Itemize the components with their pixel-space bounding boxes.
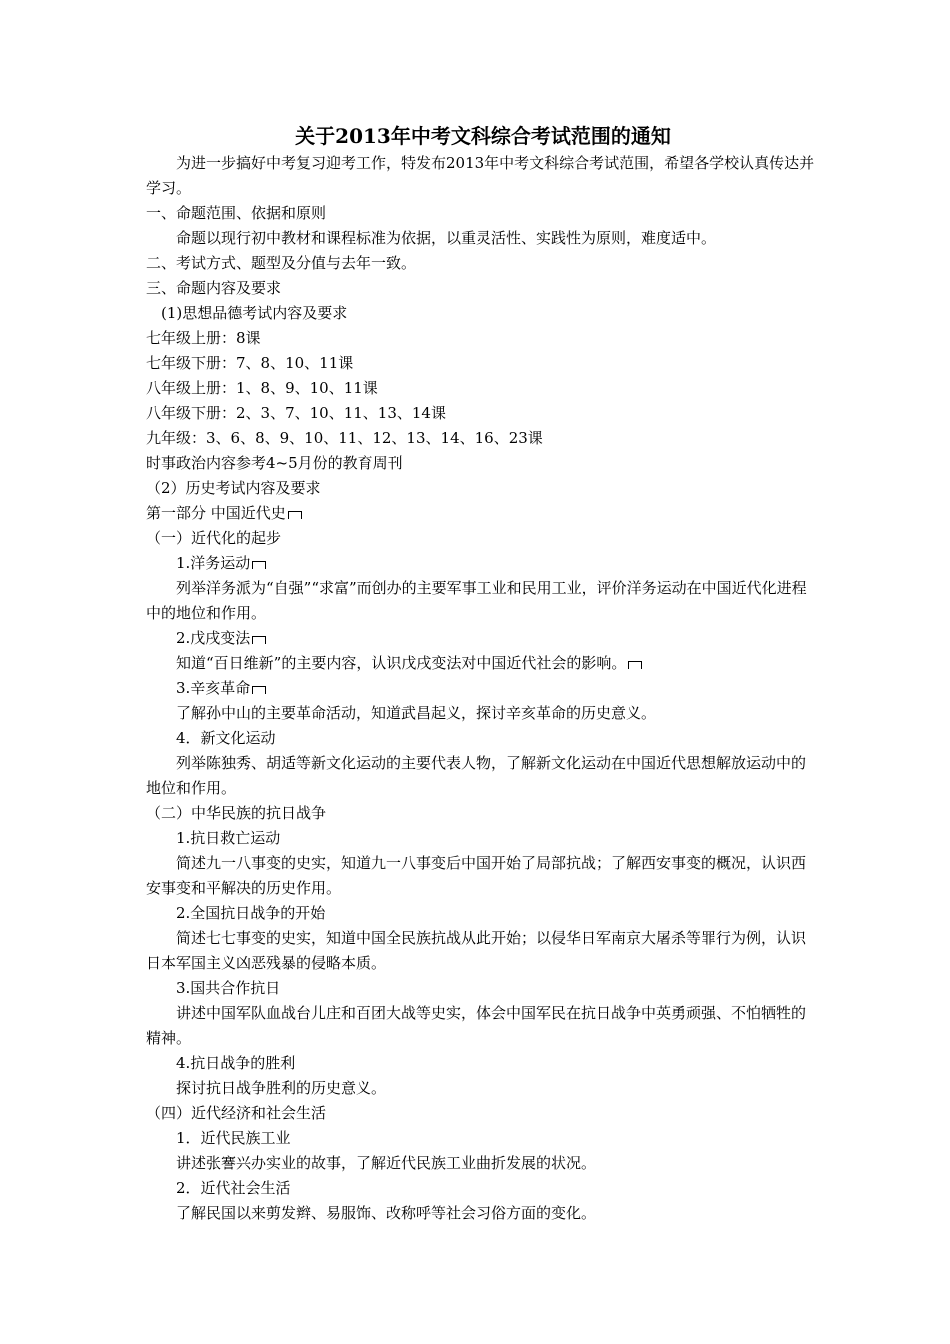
paragraph [146,851,820,901]
paragraph-text: 七年级上册：8课 [146,329,261,347]
paragraph-text: 第一部分 中国近代史 [146,504,286,522]
paragraph [146,901,820,926]
paragraph-text: (1)思想品德考试内容及要求 [161,304,348,322]
paragraph [146,1076,820,1101]
paragraph [146,826,820,851]
paragraph [146,551,820,576]
paragraph [146,1176,820,1201]
paragraph [146,651,820,676]
paragraph [146,151,820,201]
paragraph [146,626,820,651]
line-break-mark-icon [288,511,302,519]
paragraph [146,401,820,426]
paragraph-text: 为进一步搞好中考复习迎考工作，特发布2013年中考文科综合考试范围，希望各学校认真传达并学习。 [146,154,815,197]
paragraph [146,576,820,626]
paragraph-text: 九年级：3、6、8、9、10、11、12、13、14、16、23课 [146,429,543,447]
paragraph [146,726,820,751]
paragraph-text: 2.全国抗日战争的开始 [176,904,326,922]
paragraph [146,351,820,376]
line-break-mark-icon [252,561,266,569]
paragraph [146,301,820,326]
paragraph [146,326,820,351]
paragraph [146,801,820,826]
paragraph [146,751,820,801]
paragraph-text: 2.戊戌变法 [176,629,251,647]
paragraph-text: 三、命题内容及要求 [146,279,282,297]
paragraph-text: 讲述张謇兴办实业的故事，了解近代民族工业曲折发展的状况。 [176,1154,597,1172]
paragraph-text: （2）历史考试内容及要求 [146,479,321,497]
paragraph [146,201,820,226]
paragraph [146,476,820,501]
document-title: 关于2013年中考文科综合考试范围的通知 [295,124,671,148]
paragraph [146,701,820,726]
line-break-mark-icon [252,686,266,694]
paragraph-text: 时事政治内容参考4~5月份的教育周刊 [146,454,403,472]
paragraph [146,451,820,476]
paragraph-text: 2．近代社会生活 [176,1179,291,1197]
paragraph [146,226,820,251]
paragraph [146,976,820,1001]
paragraph [146,376,820,401]
paragraph [146,426,820,451]
paragraph-text: 简述九一八事变的史实，知道九一八事变后中国开始了局部抗战；了解西安事变的概况，认识西安事变和平解决的历史作用。 [146,854,807,897]
paragraph-text: （二）中华民族的抗日战争 [146,804,327,822]
paragraph [146,501,820,526]
paragraph-text: 七年级下册：7、8、10、11课 [146,354,354,372]
paragraph-text: 八年级上册：1、8、9、10、11课 [146,379,378,397]
paragraph-text: 1.抗日救亡运动 [176,829,281,847]
line-break-mark-icon [628,661,642,669]
paragraph [146,1126,820,1151]
paragraph-text: 列举陈独秀、胡适等新文化运动的主要代表人物，了解新文化运动在中国近代思想解放运动中的地位和作用。 [146,754,807,797]
paragraph [146,676,820,701]
paragraph [146,1051,820,1076]
paragraph [146,1151,820,1176]
paragraph [146,251,820,276]
paragraph-text: 二、考试方式、题型及分值与去年一致。 [146,254,417,272]
document-body [146,151,820,1226]
paragraph-text: 命题以现行初中教材和课程标准为依据，以重灵活性、实践性为原则，难度适中。 [176,229,717,247]
paragraph-text: （一）近代化的起步 [146,529,282,547]
paragraph [146,926,820,976]
paragraph [146,526,820,551]
paragraph-text: 了解民国以来剪发辫、易服饰、改称呼等社会习俗方面的变化。 [176,1204,597,1222]
paragraph-text: 知道“百日维新”的主要内容，认识戊戌变法对中国近代社会的影响。 [176,654,627,672]
paragraph-text: 一、命题范围、依据和原则 [146,204,327,222]
paragraph-text: 3.辛亥革命 [176,679,251,697]
paragraph-text: 1．近代民族工业 [176,1129,291,1147]
paragraph-text: 列举洋务派为“自强”“求富”而创办的主要军事工业和民用工业，评价洋务运动在中国近代化进程中的地位和作用。 [146,579,807,622]
paragraph-text: 4.抗日战争的胜利 [176,1054,296,1072]
paragraph [146,276,820,301]
paragraph [146,1101,820,1126]
paragraph-text: 讲述中国军队血战台儿庄和百团大战等史实，体会中国军民在抗日战争中英勇顽强、不怕牺牲的精神。 [146,1004,807,1047]
paragraph-text: 探讨抗日战争胜利的历史意义。 [176,1079,387,1097]
paragraph-text: （四）近代经济和社会生活 [146,1104,327,1122]
paragraph-text: 1.洋务运动 [176,554,251,572]
paragraph-text: 八年级下册：2、3、7、10、11、13、14课 [146,404,446,422]
paragraph-text: 4．新文化运动 [176,729,276,747]
paragraph [146,1001,820,1051]
paragraph-text: 了解孙中山的主要革命活动，知道武昌起义，探讨辛亥革命的历史意义。 [176,704,657,722]
line-break-mark-icon [252,636,266,644]
paragraph-text: 3.国共合作抗日 [176,979,281,997]
paragraph-text: 简述七七事变的史实，知道中国全民族抗战从此开始；以侵华日军南京大屠杀等罪行为例，认识日本军国主义凶恶残暴的侵略本质。 [146,929,807,972]
paragraph [146,1201,820,1226]
